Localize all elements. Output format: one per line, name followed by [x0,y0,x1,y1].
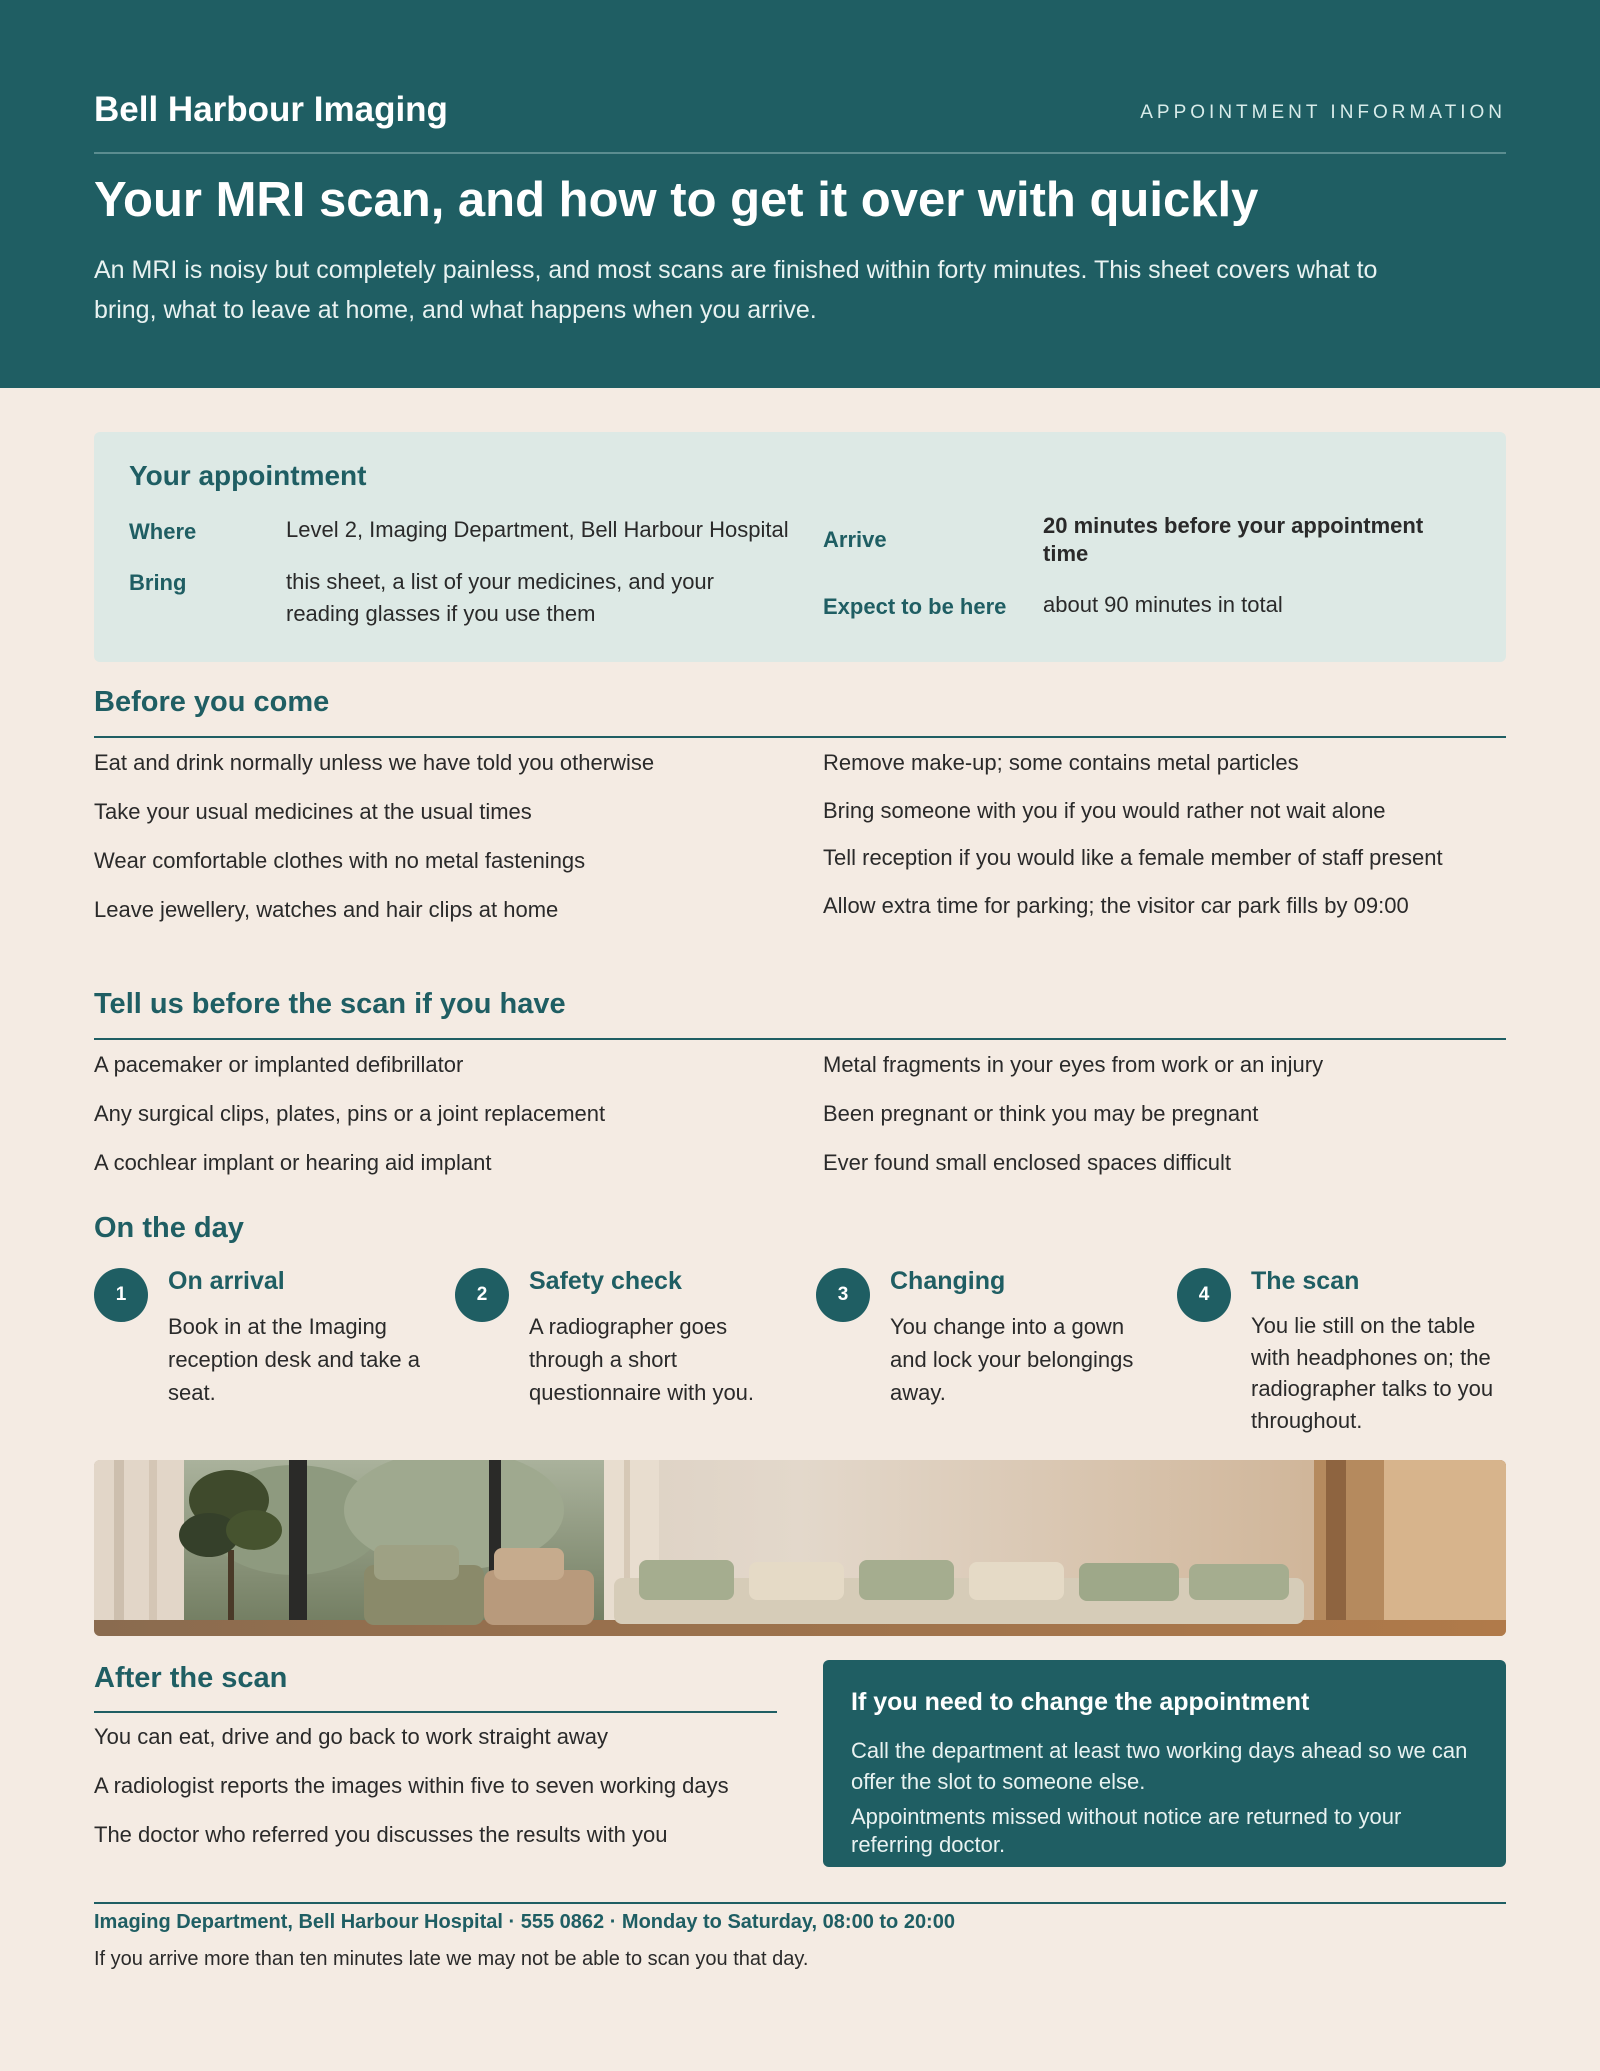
section-title-tell: Tell us before the scan if you have [94,988,566,1020]
footer-note: If you arrive more than ten minutes late we may not be able to scan you that day. [94,1948,809,1970]
waiting-room-photo [94,1460,1506,1636]
header-divider [94,152,1506,154]
section-title-before: Before you come [94,686,330,718]
callout-title: If you need to change the appointment [851,1688,1310,1716]
step-number: 2 [455,1268,509,1322]
list-item: Been pregnant or think you may be pregnant [823,1101,1259,1126]
step-number: 3 [816,1268,870,1322]
list-item: Wear comfortable clothes with no metal fastenings [94,848,586,873]
appointment-title: Your appointment [129,460,367,491]
step-body: Book in at the Imaging reception desk and take a seat. [168,1314,420,1405]
step-title: On arrival [168,1267,285,1295]
section-title-after: After the scan [94,1662,288,1694]
list-item: Tell reception if you would like a female member of staff present [823,845,1443,870]
list-item: The doctor who referred you discusses the results with you [94,1822,668,1847]
step-body: A radiographer goes through a short questionnaire with you. [529,1314,755,1405]
expect-value: about 90 minutes in total [1043,592,1283,617]
callout-paragraph: Appointments missed without notice are returned to your referring doctor. [851,1804,1402,1857]
section-rule-after [94,1711,777,1713]
list-item: A pacemaker or implanted defibrillator [94,1052,464,1077]
list-item: A radiologist reports the images within five to seven working days [94,1773,729,1798]
step-title: Changing [890,1267,1006,1295]
bring-label: Bring [129,570,187,595]
list-item: Leave jewellery, watches and hair clips at home [94,897,559,922]
step-number: 1 [94,1268,148,1322]
step-title: Safety check [529,1267,682,1295]
step-body: You lie still on the table with headphones on; the radiographer talks to you throughout. [1251,1313,1494,1433]
step-title: The scan [1251,1267,1360,1295]
footer-contact: Imaging Department, Bell Harbour Hospital · 555 0862 · Monday to Saturday, 08:00 to 20:00 [94,1911,955,1933]
list-item: Take your usual medicines at the usual times [94,799,532,824]
list-item: Any surgical clips, plates, pins or a joint replacement [94,1101,606,1126]
appointment-box [94,432,1506,662]
section-rule-tell [94,1038,1506,1040]
page-title: Your MRI scan, and how to get it over with quickly [94,173,1259,227]
list-item: Bring someone with you if you would rather not wait alone [823,798,1386,823]
page-lead: An MRI is noisy but completely painless, and most scans are finished within forty minutes. This sheet covers what to bring, what to leave at home, and what happens when you arrive. [94,256,1378,324]
arrive-value: 20 minutes before your appointment time [1043,513,1424,566]
list-item: Ever found small enclosed spaces difficult [823,1150,1232,1175]
section-rule-before [94,736,1506,738]
header-band [0,0,1600,388]
step-number: 4 [1177,1268,1231,1322]
where-value: Level 2, Imaging Department, Bell Harbour Hospital [286,517,789,542]
brand-name: Bell Harbour Imaging [94,90,448,129]
footer-rule [94,1902,1506,1904]
section-title-day: On the day [94,1212,244,1244]
list-item: Remove make-up; some contains metal particles [823,750,1299,775]
step-body: You change into a gown and lock your belongings away. [890,1314,1134,1405]
header-tag: APPOINTMENT INFORMATION [1140,102,1506,123]
arrive-label: Arrive [823,527,887,552]
bring-value: this sheet, a list of your medicines, and your reading glasses if you use them [286,569,714,626]
list-item: A cochlear implant or hearing aid implant [94,1150,492,1175]
list-item: Eat and drink normally unless we have told you otherwise [94,750,655,775]
list-item: Allow extra time for parking; the visitor car park fills by 09:00 [823,893,1409,918]
list-item: Metal fragments in your eyes from work or an injury [823,1052,1324,1077]
change-appointment-callout [823,1660,1506,1867]
where-label: Where [129,519,197,544]
expect-label: Expect to be here [823,594,1007,619]
list-item: You can eat, drive and go back to work straight away [94,1724,609,1749]
callout-paragraph: Call the department at least two working days ahead so we can offer the slot to someone else. [851,1738,1468,1794]
